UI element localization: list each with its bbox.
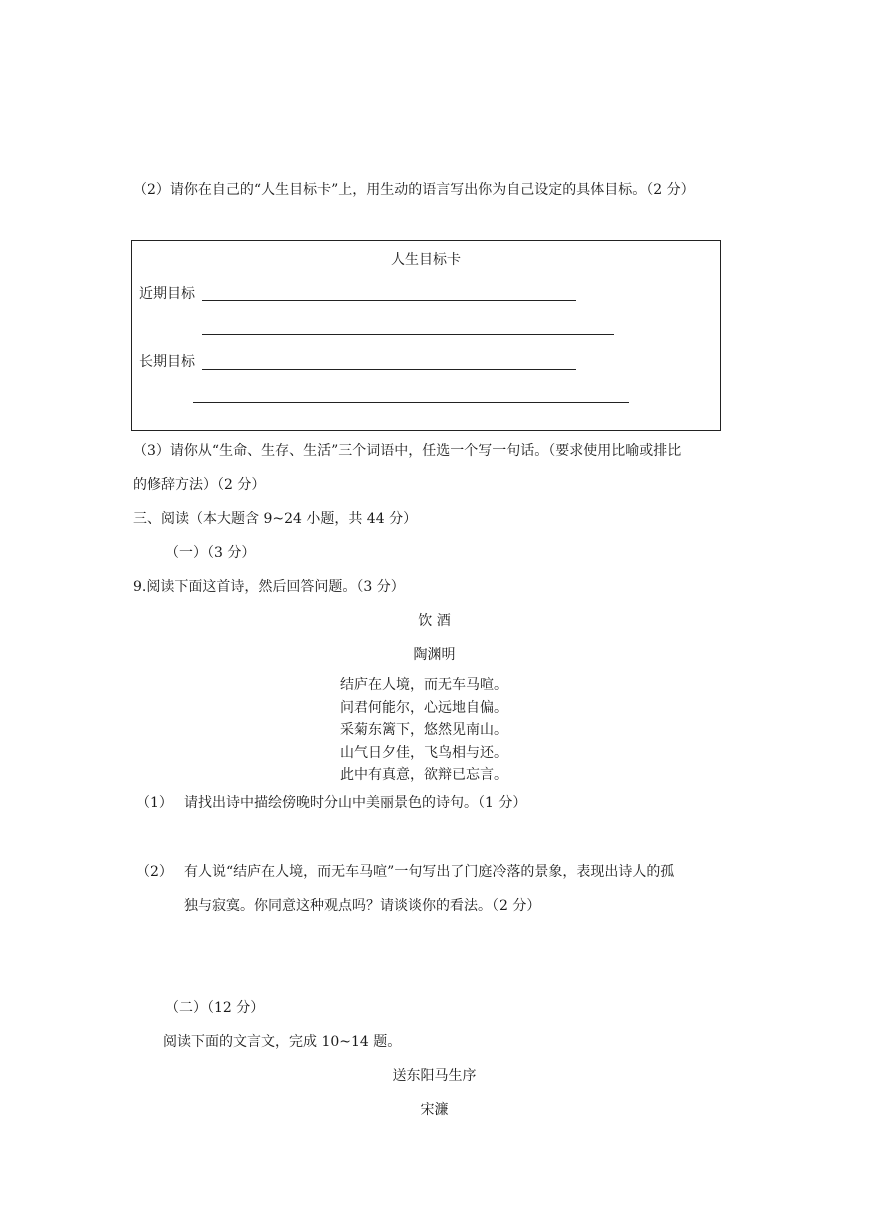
card-title: 人生目标卡 (391, 252, 461, 268)
poem-line: 此中有真意，欲辩已忘言。 (340, 767, 508, 783)
sub-question-1-number: （1） (136, 795, 173, 811)
section-3-heading: 三、阅读（本大题含 9~24 小题，共 44 分） (133, 511, 418, 527)
long-term-goal-label: 长期目标 (139, 354, 195, 370)
question-9-prompt: 9.阅读下面这首诗，然后回答问题。（3 分） (133, 579, 405, 595)
question-3-line-2: 的修辞方法）（2 分） (133, 477, 266, 493)
part-1-heading: （一）（3 分） (165, 545, 256, 561)
prose-author: 宋濂 (420, 1102, 449, 1118)
long-term-goal-line-1[interactable] (202, 369, 576, 370)
sub-question-2-text-line-1: 有人说“结庐在人境，而无车马喧”一句写出了门庭冷落的景象，表现出诗人的孤 (184, 864, 675, 880)
sub-question-1-text: 请找出诗中描绘傍晚时分山中美丽景色的诗句。（1 分） (184, 795, 527, 811)
part-2-heading: （二）（12 分） (165, 1000, 265, 1016)
near-term-goal-line-2[interactable] (202, 334, 614, 335)
near-term-goal-label: 近期目标 (139, 286, 195, 302)
poem-line: 问君何能尔，心远地自偏。 (340, 700, 508, 716)
sub-question-2-number: （2） (136, 864, 173, 880)
sub-question-2-text-line-2: 独与寂寞。你同意这种观点吗？请谈谈你的看法。（2 分） (184, 898, 541, 914)
poem-line: 结庐在人境，而无车马喧。 (340, 677, 508, 693)
poem-line: 山气日夕佳，飞鸟相与还。 (340, 745, 508, 761)
poem-title: 饮 酒 (418, 613, 451, 629)
prose-title: 送东阳马生序 (392, 1068, 477, 1084)
long-term-goal-line-2[interactable] (193, 402, 629, 403)
poem-author: 陶渊明 (413, 647, 456, 663)
question-2-prompt: （2）请你在自己的“人生目标卡”上，用生动的语言写出你为自己设定的具体目标。（2 分） (133, 182, 695, 198)
life-goal-card (131, 240, 721, 431)
part-2-intro: 阅读下面的文言文，完成 10~14 题。 (163, 1034, 402, 1050)
near-term-goal-line-1[interactable] (202, 300, 576, 301)
poem-line: 采菊东篱下，悠然见南山。 (340, 722, 508, 738)
question-3-line-1: （3）请你从“生命、生存、生活”三个词语中，任选一个写一句话。（要求使用比喻或排比 (133, 443, 682, 459)
